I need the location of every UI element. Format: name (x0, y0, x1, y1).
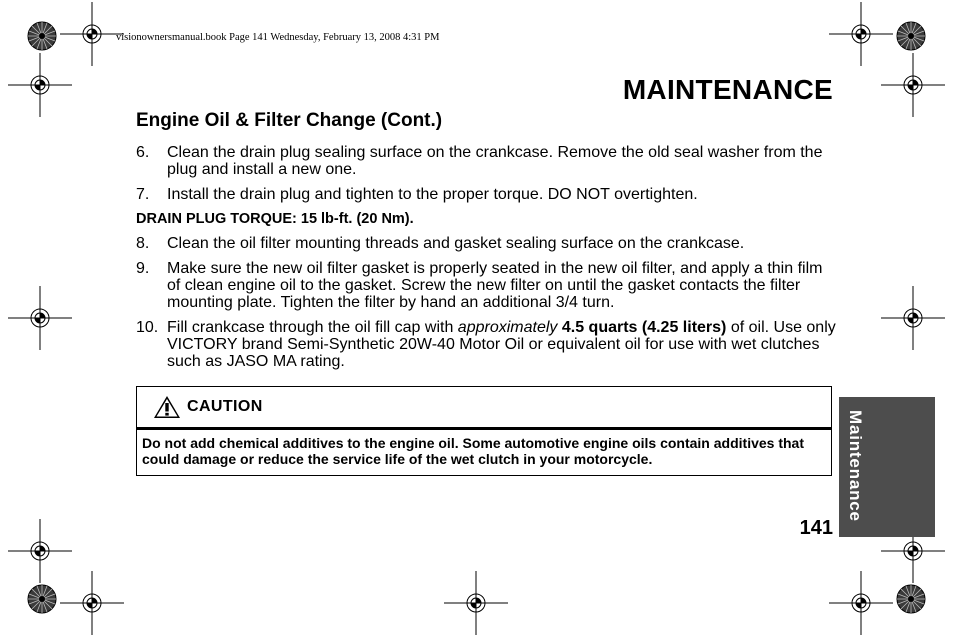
page-subtitle: Engine Oil & Filter Change (Cont.) (136, 110, 443, 131)
torque-spec: DRAIN PLUG TORQUE: 15 lb-ft. (20 Nm). (136, 211, 414, 227)
list-item (136, 186, 836, 203)
section-title: MAINTENANCE (622, 74, 833, 105)
list-item (136, 235, 836, 252)
registration-mark-icon (829, 571, 893, 635)
registration-mark-icon (8, 286, 72, 350)
step-text: Make sure the new oil filter gasket is properly seated in the new oil filter, and apply a thin film of clean engine oil to the gasket. Screw the new filter on until the gasket contacts the filter mounting plate. Tighten the filter by hand an additional 3/4 turn. (167, 260, 823, 311)
chapter-tab-text: Maintenance (846, 410, 865, 522)
step-text-emphasis: approximately (457, 319, 558, 336)
procedure-steps (136, 144, 836, 378)
list-item (136, 319, 836, 370)
step-number: 10. (136, 319, 159, 336)
print-header: visionownersmanual.book Page 141 Wednesday, February 13, 2008 4:31 PM (116, 32, 440, 43)
caution-text: Do not add chemical additives to the engine oil. Some automotive engine oils contain additives that could damage or reduce the service life of the wet clutch in your motorcycle. (142, 435, 804, 467)
step-text-part: Fill crankcase through the oil fill cap with (167, 319, 458, 336)
registration-mark-icon (881, 53, 945, 117)
step-text-part: of oil. Use only VICTORY brand Semi-Synthetic 20W-40 Motor Oil or equivalent oil for use with wet clutches such as JASO MA rating. (167, 319, 836, 370)
caution-header (137, 387, 831, 430)
step-number: 9. (136, 260, 150, 277)
registration-mark-icon (881, 286, 945, 350)
color-target-icon (28, 585, 56, 613)
caution-box (136, 386, 832, 476)
step-text (167, 319, 836, 370)
step-number: 7. (136, 186, 150, 203)
registration-mark-icon (8, 519, 72, 583)
registration-mark-icon (60, 571, 124, 635)
caution-label: CAUTION (187, 398, 263, 415)
registration-mark-icon (8, 53, 72, 117)
chapter-tab-label (845, 401, 865, 531)
step-text: Clean the drain plug sealing surface on the crankcase. Remove the old seal washer from the plug and install a new one. (167, 144, 823, 178)
registration-mark-icon (444, 571, 508, 635)
page-number: 141 (799, 517, 833, 539)
list-item (136, 260, 836, 311)
step-text: Install the drain plug and tighten to the proper torque. DO NOT overtighten. (167, 186, 698, 203)
step-number: 6. (136, 144, 150, 161)
step-number: 8. (136, 235, 150, 252)
registration-mark-icon (829, 2, 893, 66)
oil-quantity: 4.5 quarts (4.25 liters) (557, 319, 727, 336)
color-target-icon (897, 585, 925, 613)
list-item (136, 144, 836, 178)
registration-mark-icon (60, 2, 124, 66)
color-target-icon (28, 22, 56, 50)
step-text: Clean the oil filter mounting threads and gasket sealing surface on the crankcase. (167, 235, 745, 252)
warning-triangle-icon (153, 395, 181, 419)
color-target-icon (897, 22, 925, 50)
